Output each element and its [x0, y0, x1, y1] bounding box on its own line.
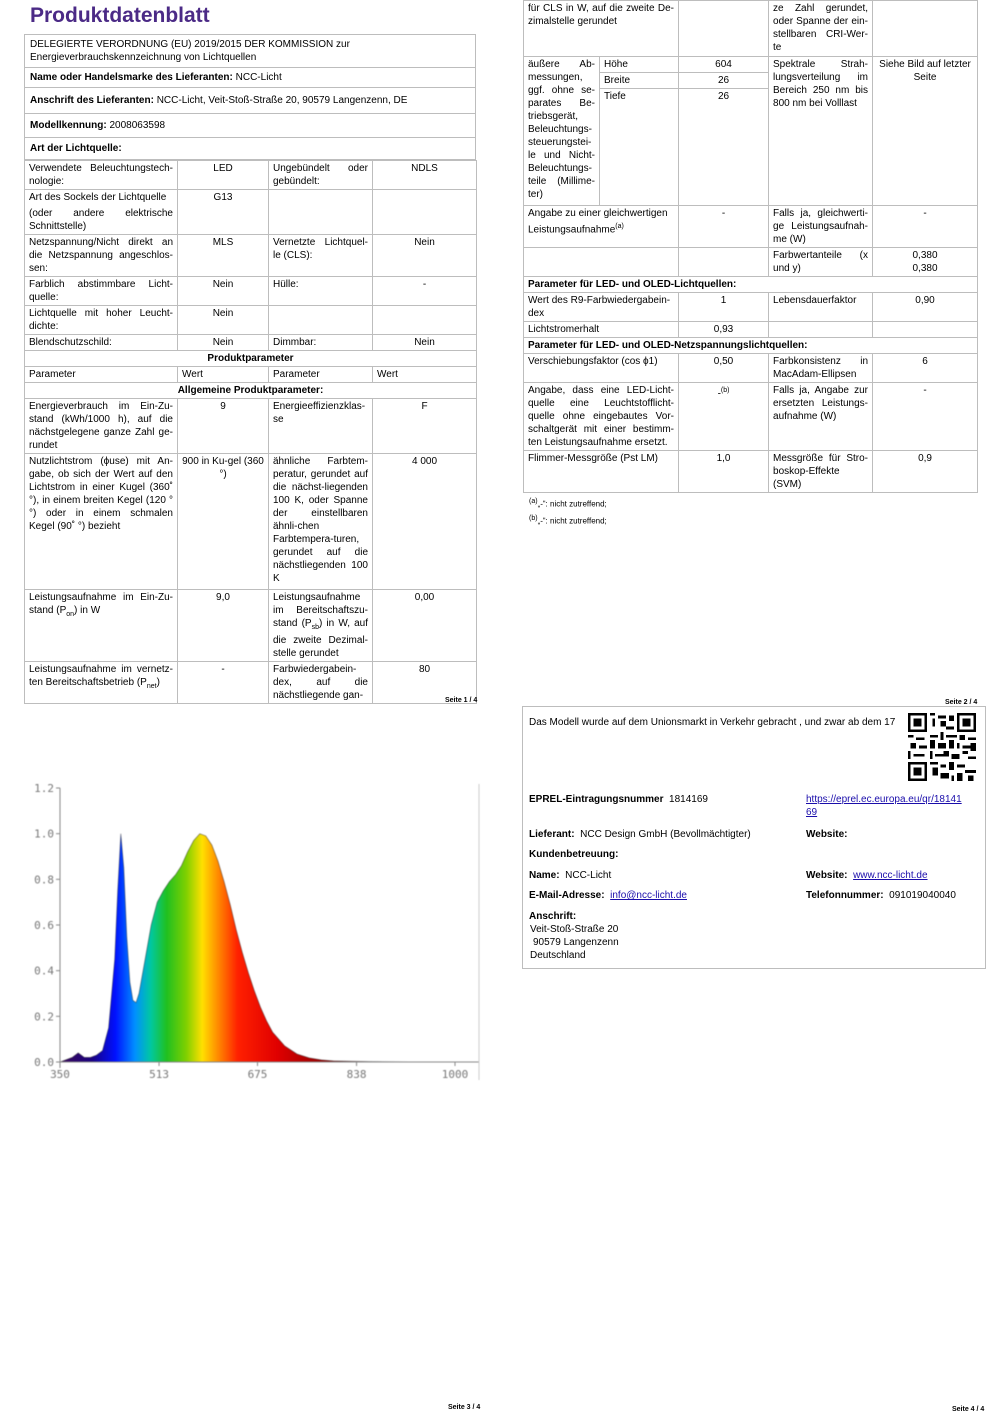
empty-cell — [873, 1, 978, 57]
value-directional: NDLS — [373, 161, 477, 190]
footnote-b-mark: (b) — [529, 515, 538, 523]
param-displacement: Verschiebungsfaktor (cos ϕ1) — [524, 354, 679, 383]
plot-area — [34, 782, 479, 1081]
dim-depth-label: Tiefe — [600, 89, 679, 206]
param-mains: Netzspannung/Nicht direkt an die Netzspannung angeschlos-sen: — [25, 235, 178, 277]
value-envelope: - — [373, 277, 477, 306]
param-high-luminance: Lichtquelle mit hoher Leucht-dichte: — [25, 306, 178, 335]
address-label: Anschrift des Lieferanten: — [30, 95, 154, 106]
value-equivalent-power: - — [873, 206, 978, 248]
page-4 — [522, 706, 986, 969]
spectrum-chart — [20, 770, 490, 1090]
param-on-power-c: ) in W — [74, 605, 101, 616]
product-params-heading: Produktparameter — [25, 351, 477, 367]
param-chromaticity: Farbwertanteile (x und y) — [769, 248, 873, 277]
website-link[interactable]: www.ncc-licht.de — [853, 870, 928, 881]
param-energy: Energieverbrauch im Ein-Zu-stand (kWh/1000 h), auf die nächstgelegene ganze Zahl ge-rundet — [25, 399, 178, 454]
param-cri: Farbwiedergabein-dex, auf die nächstliegende gan- — [269, 662, 373, 704]
dim-height-label: Höhe — [600, 57, 679, 73]
email-label: E-Mail-Adresse: — [529, 890, 605, 901]
eprel-link[interactable]: https://eprel.ec.europa.eu/qr/1814169 — [806, 794, 962, 818]
y-tick-label: 0.6 — [34, 919, 54, 932]
value-stroboscopic: 0,9 — [873, 451, 978, 493]
page2-table — [523, 0, 978, 493]
param-cri-cont: ze Zahl gerundet, oder Spanne der ein-stellbaren CRI-Wer-te — [769, 1, 873, 57]
footnote-a-text: „-“: nicht zutreffend; — [537, 499, 607, 509]
value-luminous-flux: 900 in Ku-gel (360 °) — [178, 454, 269, 590]
param-equivalent — [524, 206, 679, 248]
email-link[interactable]: info@ncc-licht.de — [610, 890, 687, 901]
x-tick-label: 838 — [346, 1068, 367, 1081]
address-line-2: 90579 Langenzenn — [533, 937, 619, 948]
param-flicker: Flimmer-Messgröße (Pst LM) — [524, 451, 679, 493]
value-anti-glare: Nein — [178, 335, 269, 351]
eprel-label: EPREL-Eintragungsnummer — [529, 794, 664, 805]
footnote-ref-a: (a) — [615, 223, 624, 230]
customer-service-label — [529, 848, 618, 861]
param-standby-a: Leistungsaufnahme im Bereitschaftszu-stand (P — [273, 592, 368, 629]
value-displacement: 0,50 — [679, 354, 769, 383]
empty-cell — [524, 248, 679, 277]
param-cct: ähnliche Farbtem-peratur, gerundet auf die nächst-liegenden 100 K, oder Spanne der einstellbaren ähnli-chen Farbtempera-turen, gerundet auf die nächstliegenden 100 K — [269, 454, 373, 590]
footnote-b — [529, 514, 977, 527]
page-title: Produktdatenblatt — [30, 4, 210, 27]
empty-cell — [769, 322, 873, 338]
value-lumen-maintenance: 0,93 — [679, 322, 769, 338]
value-standby-power: 0,00 — [373, 590, 477, 662]
name-row — [529, 869, 611, 882]
value-replaced-power: - — [873, 383, 978, 451]
eprel-number: 1814169 — [669, 794, 708, 805]
address-row — [25, 88, 476, 114]
footnote-ref-b: (b) — [720, 387, 730, 394]
param-anti-glare: Blendschutzschild: — [25, 335, 178, 351]
x-tick-label: 350 — [50, 1068, 70, 1081]
param-survival: Lebensdauerfaktor — [769, 293, 873, 322]
phone-value: 091019040040 — [889, 890, 956, 901]
dim-width-label: Breite — [600, 73, 679, 89]
param-on-power-sub: on — [66, 611, 75, 618]
dim-depth-value: 26 — [679, 89, 769, 206]
supplier-name: NCC-Licht — [235, 72, 282, 83]
param-spectral: Spektrale Strah-lungsverteilung im Bereich 250 nm bis 800 nm bei Volllast — [769, 57, 873, 206]
value-energy-class: F — [373, 399, 477, 454]
value-tunable: Nein — [178, 277, 269, 306]
value-high-luminance: Nein — [178, 306, 269, 335]
param-net-standby-sub: net — [146, 683, 157, 690]
website2-row — [806, 869, 928, 882]
address-value: NCC-Licht, Veit-Stoß-Straße 20, 90579 Langenzenn, DE — [156, 95, 408, 106]
value-replacement-text: - — [717, 388, 721, 400]
customer-service-text: Kundenbetreuung: — [529, 849, 619, 860]
footnote-b-text: „-“: nicht zutreffend; — [537, 516, 607, 526]
param-stroboscopic: Messgröße für Stro-boskop-Effekte (SVM) — [769, 451, 873, 493]
supplier-name-row — [25, 68, 476, 88]
param-tunable: Farblich abstimmbare Licht-quelle: — [25, 277, 178, 306]
value-net-standby: - — [178, 662, 269, 704]
light-source-table — [24, 160, 477, 704]
y-tick-label: 0.2 — [34, 1010, 54, 1024]
empty-cell — [679, 1, 769, 57]
y-tick-label: 1.0 — [34, 827, 54, 841]
model-row — [25, 114, 476, 138]
param-luminous-flux: Nutzlichtstrom (ϕuse) mit An-gabe, ob sich der Wert auf den Lichtstrom in einer Kugel (360˚ °), in einem breiten Kegel (120 °°) oder in einem schmalen Kegel (90˚ °) bezieht — [25, 454, 178, 590]
x-tick-label: 513 — [149, 1068, 169, 1081]
footnote-a — [529, 497, 977, 510]
qr-code-icon[interactable] — [908, 713, 976, 781]
page-number: Seite 4 / 4 — [952, 1406, 985, 1413]
model-label: Modellkennung: — [30, 120, 107, 131]
param-replacement: Angabe, dass eine LED-Licht-quelle eine Leuchtstofflicht-quelle ohne eingebautes Vor-schaltgerät mit einer bestimm-ten Leistungsaufnahme ersetzt. — [524, 383, 679, 451]
market-text: Das Modell wurde auf dem Unionsmarkt in Verkehr gebracht , und zwar ab dem 17 — [529, 717, 896, 728]
y-tick-label: 0.4 — [34, 964, 54, 978]
name-value: NCC-Licht — [565, 870, 612, 881]
param-energy-class: Energieeffizienzklas-se — [269, 399, 373, 454]
page-number: Seite 1 / 4 — [445, 697, 478, 704]
website-label-text: Website: — [806, 829, 848, 840]
param-dimensions: äußere Ab-messungen, ggf. ohne se-parates Be-triebsgerät, Beleuchtungs-steuerungstei-le und Nicht-Beleuchtungs-teile (Millime-ter) — [524, 57, 600, 206]
empty-cell — [373, 306, 477, 335]
chroma-x: 0,380 — [912, 250, 938, 261]
value-spectral: Siehe Bild auf letzter Seite — [873, 57, 978, 206]
regulation-text: DELEGIERTE VERORDNUNG (EU) 2019/2015 DER KOMMISSION zur Energieverbrauchskennzeichnung von Lichtquellen — [25, 35, 476, 68]
empty-cell — [873, 322, 978, 338]
col-header-value: Wert — [373, 367, 477, 383]
value-replacement — [679, 383, 769, 451]
address-label: Anschrift: — [529, 911, 577, 922]
email-row — [529, 889, 687, 902]
page-3 — [20, 770, 490, 1090]
value-on-power: 9,0 — [178, 590, 269, 662]
supplier-value: NCC Design GmbH (Bevollmächtigter) — [580, 829, 751, 840]
y-tick-label: 1.2 — [34, 782, 54, 795]
header-table — [24, 34, 476, 160]
param-dimmable: Dimmbar: — [269, 335, 373, 351]
supplier-name-label: Name oder Handelsmarke des Lieferanten: — [30, 72, 233, 83]
value-macadam: 6 — [873, 354, 978, 383]
page-1 — [24, 4, 476, 704]
value-technology: LED — [178, 161, 269, 190]
param-directional: Ungebündelt oder gebündelt: — [269, 161, 373, 190]
empty-cell — [373, 190, 477, 235]
param-cap-sub: (oder andere elektrische Schnittstelle) — [29, 208, 173, 232]
type-heading: Art der Lichtquelle: — [25, 138, 476, 160]
x-tick-label: 1000 — [441, 1068, 469, 1081]
param-standby-sub: sb — [311, 624, 319, 631]
value-cct: 4 000 — [373, 454, 477, 590]
supplier-row — [529, 828, 751, 841]
name-label: Name: — [529, 870, 560, 881]
x-tick-label: 675 — [247, 1068, 268, 1081]
phone-row — [806, 889, 956, 902]
eprel-row — [529, 793, 708, 806]
value-mains: MLS — [178, 235, 269, 277]
value-r9: 1 — [679, 293, 769, 322]
param-standby-c: ) in W, auf die zweite Dezimal-stelle gerundet — [273, 618, 368, 659]
general-params-heading: Allgemeine Produktparameter: — [25, 383, 477, 399]
col-header-value: Wert — [178, 367, 269, 383]
value-equivalent: - — [679, 206, 769, 248]
footnote-a-mark: (a) — [529, 498, 538, 505]
empty-cell — [269, 190, 373, 235]
empty-cell — [269, 306, 373, 335]
dim-height-value: 604 — [679, 57, 769, 73]
model-value: 2008063598 — [109, 120, 166, 131]
param-on-power — [25, 590, 178, 662]
param-on-power-a: Leistungsaufnahme im Ein-Zu-stand (P — [29, 592, 173, 616]
value-survival: 0,90 — [873, 293, 978, 322]
param-envelope: Hülle: — [269, 277, 373, 306]
param-standby-power — [269, 590, 373, 662]
param-cls: Vernetzte Lichtquel-le (CLS): — [269, 235, 373, 277]
website-label — [806, 828, 848, 841]
param-lumen-maintenance: Lichtstromerhalt — [524, 322, 679, 338]
supplier-label: Lieferant: — [529, 829, 575, 840]
param-net-standby-a: Leistungsaufnahme im vernetz-ten Bereitschaftsbetrieb (P — [29, 664, 173, 688]
website2-label: Website: — [806, 870, 848, 881]
param-technology: Verwendete Beleuchtungstech-nologie: — [25, 161, 178, 190]
param-cap — [25, 190, 178, 235]
col-header-param: Parameter — [25, 367, 178, 383]
address-line-3: Deutschland — [530, 950, 586, 961]
y-tick-label: 0.0 — [34, 1056, 54, 1069]
value-chromaticity — [873, 248, 978, 277]
value-energy: 9 — [178, 399, 269, 454]
page-2 — [523, 0, 977, 527]
param-r9: Wert des R9-Farbwiedergabein-dex — [524, 293, 679, 322]
param-macadam: Farbkonsistenz in MacAdam-Ellipsen — [769, 354, 873, 383]
value-dimmable: Nein — [373, 335, 477, 351]
param-cap-main: Art des Sockels der Lichtquelle — [29, 192, 167, 203]
address-line-1: Veit-Stoß-Straße 20 — [530, 924, 619, 935]
phone-label: Telefonnummer: — [806, 890, 884, 901]
page-number: Seite 3 / 4 — [448, 1404, 481, 1411]
y-tick-label: 0.8 — [34, 873, 54, 887]
param-replaced-power: Falls ja, Angabe zur ersetzten Leistungs-aufnahme (W) — [769, 383, 873, 451]
value-flicker: 1,0 — [679, 451, 769, 493]
param-cls-standby: für CLS in W, auf die zweite De-zimalstelle gerundet — [524, 1, 679, 57]
param-equivalent-power: Falls ja, gleichwerti-ge Leistungsaufnah-me (W) — [769, 206, 873, 248]
value-cls: Nein — [373, 235, 477, 277]
col-header-param: Parameter — [269, 367, 373, 383]
mains-params-heading: Parameter für LED- und OLED-Netzspannungslichtquellen: — [524, 338, 978, 354]
value-cri: 80 — [373, 662, 477, 704]
address-block — [529, 910, 619, 962]
led-params-heading: Parameter für LED- und OLED-Lichtquellen: — [524, 277, 978, 293]
page-number: Seite 2 / 4 — [945, 699, 978, 706]
param-net-standby — [25, 662, 178, 704]
value-cap: G13 — [178, 190, 269, 235]
dim-width-value: 26 — [679, 73, 769, 89]
param-equivalent-text: Angabe zu einer gleichwertigen Leistungsaufnahme — [528, 208, 668, 236]
chroma-y: 0,380 — [912, 263, 938, 274]
param-net-standby-c: ) — [156, 677, 160, 688]
empty-cell — [679, 248, 769, 277]
